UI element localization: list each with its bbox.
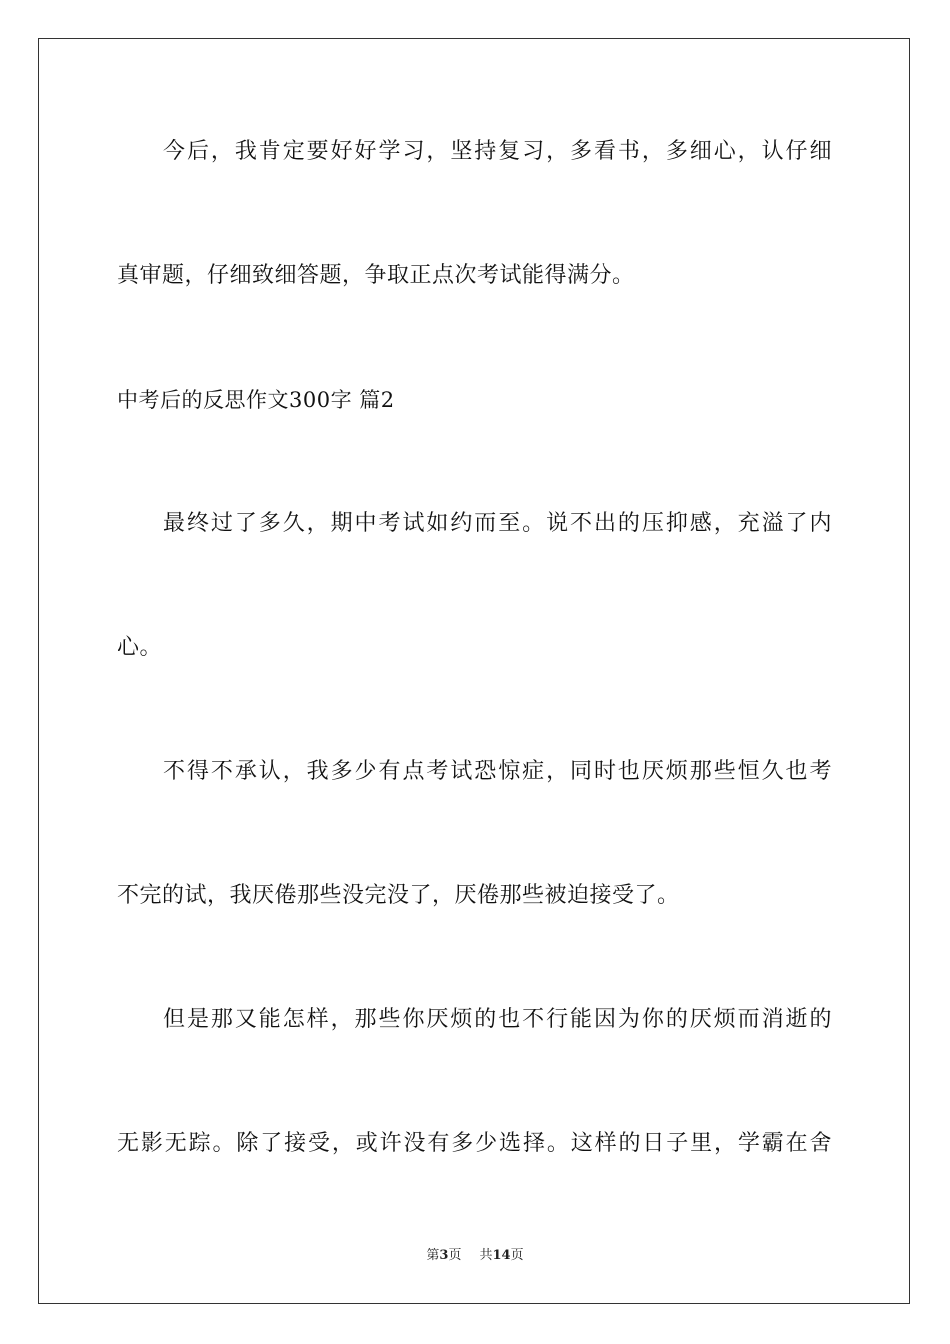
page-prefix: 第 [426, 1248, 440, 1263]
page-current: 3 [439, 1248, 449, 1263]
total-prefix: 共 [479, 1248, 493, 1263]
page-border [38, 38, 910, 1304]
paragraph-4-line-1: 但是那又能怎样，那些你厌烦的也不行能因为你的厌烦而消逝的 [163, 1007, 832, 1032]
paragraph-1-line-1: 今后，我肯定要好好学习，坚持复习，多看书，多细心，认仔细 [163, 139, 832, 164]
page-footer [0, 1247, 950, 1265]
paragraph-2-line-1: 最终过了多久，期中考试如约而至。说不出的压抑感，充溢了内 [163, 511, 832, 536]
paragraph-4-line-2: 无影无踪。除了接受，或许没有多少选择。这样的日子里，学霸在舍 [117, 1131, 832, 1156]
paragraph-2-line-2: 心。 [117, 635, 163, 660]
page-unit: 页 [448, 1248, 462, 1263]
paragraph-1-line-2: 真审题，仔细致细答题，争取正点次考试能得满分。 [117, 263, 635, 288]
page-total: 14 [492, 1248, 511, 1263]
section-heading: 中考后的反思作文300字 篇2 [117, 388, 395, 412]
paragraph-3-line-2: 不完的试，我厌倦那些没完没了，厌倦那些被迫接受了。 [117, 883, 680, 908]
total-unit: 页 [510, 1248, 524, 1263]
paragraph-3-line-1: 不得不承认，我多少有点考试恐惊症，同时也厌烦那些恒久也考 [163, 759, 832, 784]
